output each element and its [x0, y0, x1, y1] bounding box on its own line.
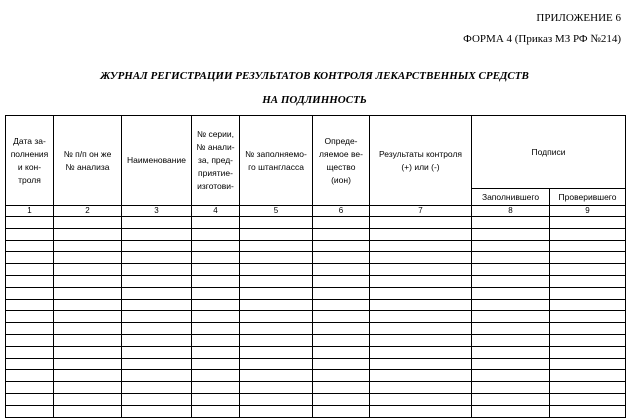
table-cell — [370, 393, 472, 405]
table-cell — [122, 287, 192, 299]
table-cell — [122, 275, 192, 287]
table-cell — [240, 370, 313, 382]
table-cell — [370, 287, 472, 299]
table-cell — [550, 311, 626, 323]
table-cell — [240, 240, 313, 252]
table-cell — [313, 370, 370, 382]
table-cell — [54, 393, 122, 405]
table-cell — [54, 323, 122, 335]
table-cell — [472, 311, 550, 323]
table-cell — [6, 346, 54, 358]
table-row — [6, 334, 626, 346]
table-cell — [313, 405, 370, 417]
table-cell — [313, 323, 370, 335]
table-cell — [240, 275, 313, 287]
table-cell — [54, 370, 122, 382]
table-cell — [122, 346, 192, 358]
table-cell — [240, 346, 313, 358]
table-cell — [192, 240, 240, 252]
table-cell — [313, 346, 370, 358]
table-cell — [192, 370, 240, 382]
table-cell — [472, 275, 550, 287]
col-header-series: № серии, № анали- за, пред- приятие- изготови- — [192, 116, 240, 206]
col-header-checked-by: Проверившего — [550, 189, 626, 206]
table-cell — [122, 252, 192, 264]
table-cell — [122, 358, 192, 370]
col-header-substance: Опреде- ляемое ве- щество (ион) — [313, 116, 370, 206]
table-cell — [6, 370, 54, 382]
col-header-date: Дата за- полнения и кон- троля — [6, 116, 54, 206]
table-cell — [313, 382, 370, 394]
column-number: 3 — [122, 206, 192, 217]
table-cell — [54, 275, 122, 287]
table-cell — [6, 275, 54, 287]
table-cell — [550, 382, 626, 394]
table-cell — [240, 217, 313, 229]
table-cell — [192, 287, 240, 299]
table-cell — [472, 323, 550, 335]
table-cell — [6, 287, 54, 299]
table-cell — [54, 240, 122, 252]
table-cell — [550, 370, 626, 382]
col-header-name: Наименование — [122, 116, 192, 206]
table-row — [6, 370, 626, 382]
table-cell — [370, 323, 472, 335]
table-row — [6, 228, 626, 240]
table-cell — [54, 358, 122, 370]
col-header-result: Результаты контроля (+) или (-) — [370, 116, 472, 206]
table-cell — [122, 393, 192, 405]
table-cell — [240, 287, 313, 299]
table-row — [6, 382, 626, 394]
table-cell — [6, 311, 54, 323]
table-cell — [472, 228, 550, 240]
column-number: 9 — [550, 206, 626, 217]
table-cell — [54, 217, 122, 229]
table-cell — [370, 299, 472, 311]
table-cell — [6, 252, 54, 264]
table-cell — [550, 252, 626, 264]
table-cell — [550, 217, 626, 229]
table-cell — [192, 275, 240, 287]
table-cell — [313, 217, 370, 229]
table-cell — [192, 346, 240, 358]
table-cell — [122, 311, 192, 323]
table-cell — [122, 323, 192, 335]
table-cell — [54, 264, 122, 276]
table-cell — [370, 334, 472, 346]
table-cell — [370, 346, 472, 358]
column-number: 8 — [472, 206, 550, 217]
table-row — [6, 346, 626, 358]
table-cell — [550, 240, 626, 252]
table-cell — [240, 323, 313, 335]
table-cell — [192, 358, 240, 370]
table-cell — [122, 299, 192, 311]
table-cell — [313, 252, 370, 264]
table-cell — [550, 358, 626, 370]
table-cell — [240, 334, 313, 346]
table-cell — [192, 323, 240, 335]
col-header-signatures: Подписи — [472, 116, 626, 189]
table-cell — [54, 299, 122, 311]
table-cell — [550, 393, 626, 405]
table-row — [6, 287, 626, 299]
table-cell — [240, 405, 313, 417]
table-cell — [122, 382, 192, 394]
table-cell — [6, 358, 54, 370]
table-cell — [54, 228, 122, 240]
table-cell — [192, 228, 240, 240]
table-cell — [192, 393, 240, 405]
table-cell — [550, 264, 626, 276]
table-cell — [240, 393, 313, 405]
table-cell — [550, 287, 626, 299]
table-cell — [122, 370, 192, 382]
form-reference: ФОРМА 4 (Приказ МЗ РФ №214) — [463, 33, 621, 45]
table-cell — [240, 358, 313, 370]
table-cell — [550, 405, 626, 417]
table-cell — [6, 217, 54, 229]
table-cell — [240, 264, 313, 276]
table-cell — [313, 311, 370, 323]
table-cell — [472, 217, 550, 229]
table-cell — [472, 370, 550, 382]
table-cell — [550, 346, 626, 358]
table-cell — [472, 358, 550, 370]
journal-title: ЖУРНАЛ РЕГИСТРАЦИИ РЕЗУЛЬТАТОВ КОНТРОЛЯ ЛЕКАРСТВЕННЫХ СРЕДСТВ — [100, 70, 529, 82]
table-cell — [313, 358, 370, 370]
table-cell — [472, 382, 550, 394]
table-cell — [54, 287, 122, 299]
journal-table — [5, 115, 626, 418]
table-cell — [122, 217, 192, 229]
table-row — [6, 252, 626, 264]
table-cell — [313, 240, 370, 252]
table-cell — [313, 264, 370, 276]
table-cell — [122, 240, 192, 252]
table-cell — [550, 228, 626, 240]
table-cell — [550, 323, 626, 335]
table-cell — [54, 382, 122, 394]
table-cell — [192, 299, 240, 311]
table-cell — [6, 299, 54, 311]
table-cell — [313, 275, 370, 287]
table-cell — [313, 299, 370, 311]
table-row — [6, 299, 626, 311]
column-number: 5 — [240, 206, 313, 217]
table-row — [6, 393, 626, 405]
table-cell — [6, 264, 54, 276]
column-number-row — [6, 206, 626, 217]
table-cell — [192, 252, 240, 264]
column-number: 7 — [370, 206, 472, 217]
table-cell — [472, 264, 550, 276]
column-number: 6 — [313, 206, 370, 217]
table-cell — [472, 393, 550, 405]
col-header-number: № п/п он же № анализа — [54, 116, 122, 206]
table-row — [6, 240, 626, 252]
table-row — [6, 275, 626, 287]
column-number: 1 — [6, 206, 54, 217]
table-cell — [192, 382, 240, 394]
table-cell — [240, 252, 313, 264]
table-cell — [550, 275, 626, 287]
table-cell — [240, 382, 313, 394]
table-cell — [192, 334, 240, 346]
table-cell — [192, 264, 240, 276]
table-cell — [54, 346, 122, 358]
table-cell — [370, 370, 472, 382]
table-row — [6, 311, 626, 323]
table-cell — [370, 228, 472, 240]
table-cell — [192, 311, 240, 323]
table-cell — [370, 405, 472, 417]
table-cell — [370, 358, 472, 370]
table-cell — [122, 405, 192, 417]
table-cell — [192, 405, 240, 417]
table-cell — [6, 382, 54, 394]
table-cell — [6, 393, 54, 405]
column-number: 4 — [192, 206, 240, 217]
table-cell — [122, 228, 192, 240]
table-cell — [370, 264, 472, 276]
col-header-filled-by: Заполнившего — [472, 189, 550, 206]
table-row — [6, 323, 626, 335]
table-row — [6, 264, 626, 276]
table-cell — [6, 228, 54, 240]
table-cell — [370, 311, 472, 323]
table-cell — [6, 334, 54, 346]
table-cell — [6, 240, 54, 252]
table-cell — [54, 311, 122, 323]
appendix-label: ПРИЛОЖЕНИЕ 6 — [536, 12, 621, 24]
table-cell — [240, 311, 313, 323]
table-cell — [313, 393, 370, 405]
table-cell — [370, 252, 472, 264]
table-cell — [54, 334, 122, 346]
table-cell — [550, 334, 626, 346]
table-cell — [54, 405, 122, 417]
table-cell — [313, 228, 370, 240]
table-cell — [370, 240, 472, 252]
table-cell — [472, 346, 550, 358]
table-cell — [472, 240, 550, 252]
table-cell — [240, 228, 313, 240]
table-row — [6, 405, 626, 417]
table-cell — [192, 217, 240, 229]
table-cell — [472, 287, 550, 299]
table-cell — [370, 217, 472, 229]
table-cell — [6, 405, 54, 417]
table-cell — [122, 334, 192, 346]
table-cell — [472, 405, 550, 417]
table-row — [6, 217, 626, 229]
table-cell — [122, 264, 192, 276]
table-cell — [313, 287, 370, 299]
col-header-jar: № заполняемо- го штангласса — [240, 116, 313, 206]
table-cell — [472, 252, 550, 264]
table-cell — [370, 275, 472, 287]
journal-subtitle: НА ПОДЛИННОСТЬ — [262, 94, 367, 106]
table-cell — [6, 323, 54, 335]
table-row — [6, 358, 626, 370]
table-cell — [370, 382, 472, 394]
table-cell — [240, 299, 313, 311]
table-cell — [313, 334, 370, 346]
table-cell — [472, 299, 550, 311]
table-cell — [54, 252, 122, 264]
table-cell — [472, 334, 550, 346]
column-number: 2 — [54, 206, 122, 217]
table-cell — [550, 299, 626, 311]
